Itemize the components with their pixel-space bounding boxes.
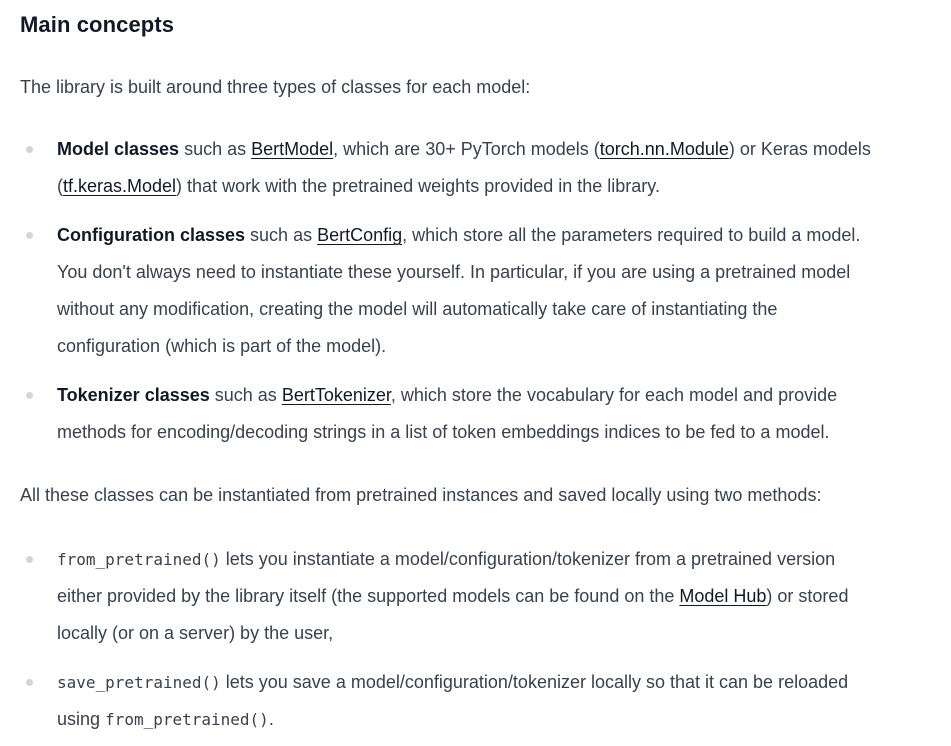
bullet-dot [26,556,33,563]
methods-intro-paragraph: All these classes can be instantiated from pretrained instances and saved locally using two methods: [20,485,822,505]
line: from_pretrained() lets you instantiate a model/configuration/tokenizer from a pretrained version [57,549,836,569]
code-from-pretrained-inline: from_pretrained() [105,710,269,729]
bullet-dot [26,232,33,239]
bullet-dot [26,146,33,153]
list-item-model-classes [0,131,951,205]
link-bertmodel[interactable]: BertModel [251,139,334,159]
list-item-configuration-classes [0,217,951,365]
section-heading: Main concepts [20,12,175,37]
term-tokenizer-classes: Tokenizer classes [57,385,210,405]
line: save_pretrained() lets you save a model/configuration/tokenizer locally so that it can be reloaded [57,672,849,692]
code-save-pretrained: save_pretrained() [57,673,221,692]
class-types-list [0,131,951,451]
intro-paragraph: The library is built around three types of classes for each model: [20,77,531,97]
code-from-pretrained: from_pretrained() [57,550,221,569]
term-model-classes: Model classes [57,139,180,159]
bullet-dot [26,392,33,399]
list-item-save-pretrained [0,664,951,738]
link-berttokenizer[interactable]: BertTokenizer [281,385,391,405]
bullet-dot [26,679,33,686]
line: without any modification, creating the model will automatically take care of instantiating the [57,299,778,319]
list-item-from-pretrained [0,541,951,652]
methods-list [0,541,951,738]
line: either provided by the library itself (the supported models can be found on the Model Hub) or stored [57,586,849,606]
link-tf-keras-model[interactable]: tf.keras.Model [63,176,177,196]
line: Model classes such as BertModel, which are 30+ PyTorch models (torch.nn.Module) or Keras models [57,139,871,159]
list-item-tokenizer-classes [0,377,951,451]
line: Configuration classes such as BertConfig, which store all the parameters required to build a model. [57,225,861,245]
line: using from_pretrained(). [57,709,274,729]
link-torch-nn-module[interactable]: torch.nn.Module [599,139,729,159]
line: methods for encoding/decoding strings in a list of token embeddings indices to be fed to a model. [57,422,830,442]
link-bertconfig[interactable]: BertConfig [317,225,403,245]
line: configuration (which is part of the model). [57,336,387,356]
link-model-hub[interactable]: Model Hub [679,586,767,606]
line: locally (or on a server) by the user, [57,623,334,643]
term-configuration-classes: Configuration classes [57,225,246,245]
line: (tf.keras.Model) that work with the pretrained weights provided in the library. [57,176,660,196]
line: Tokenizer classes such as BertTokenizer, which store the vocabulary for each model and provide [57,385,838,405]
line: You don't always need to instantiate these yourself. In particular, if you are using a pretrained model [57,262,851,282]
